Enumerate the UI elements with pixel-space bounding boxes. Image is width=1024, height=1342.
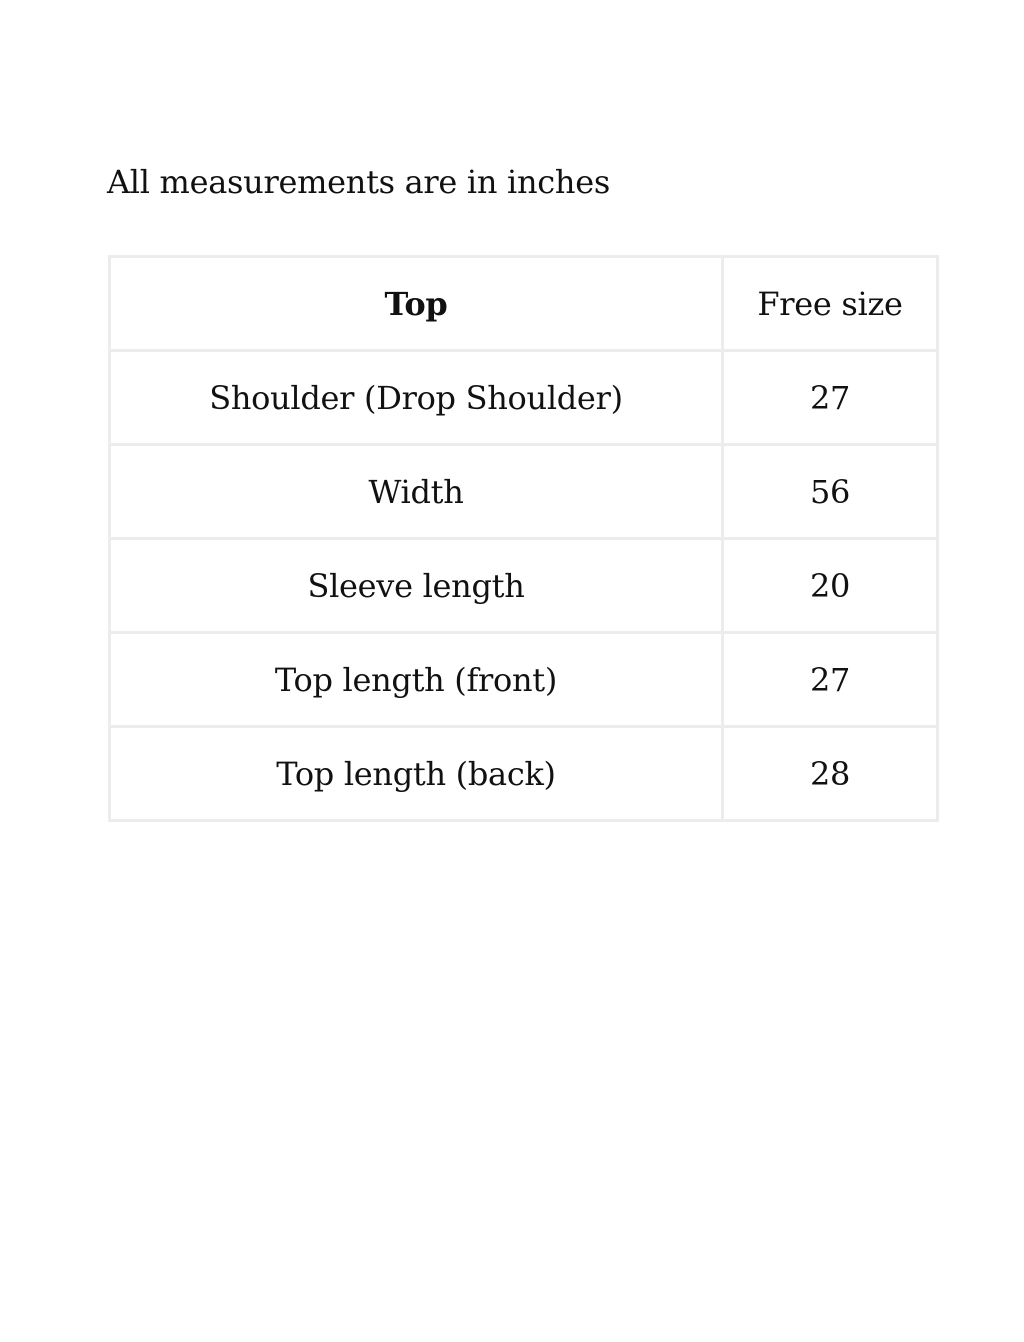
table-row [110,351,938,445]
table-header-row [110,257,938,351]
measurement-label: Width [110,445,723,539]
size-chart-table [108,255,939,822]
measurement-label: Top length (back) [110,727,723,821]
measurement-value: 20 [723,539,938,633]
header-top: Top [110,257,723,351]
measurement-value: 27 [723,351,938,445]
measurement-value: 56 [723,445,938,539]
measurement-label: Shoulder (Drop Shoulder) [110,351,723,445]
measurement-value: 27 [723,633,938,727]
table-row [110,445,938,539]
table-row [110,727,938,821]
measurement-note: All measurements are in inches [107,163,610,201]
measurement-value: 28 [723,727,938,821]
measurement-label: Sleeve length [110,539,723,633]
table-row [110,539,938,633]
table-row [110,633,938,727]
measurement-label: Top length (front) [110,633,723,727]
header-free-size: Free size [723,257,938,351]
